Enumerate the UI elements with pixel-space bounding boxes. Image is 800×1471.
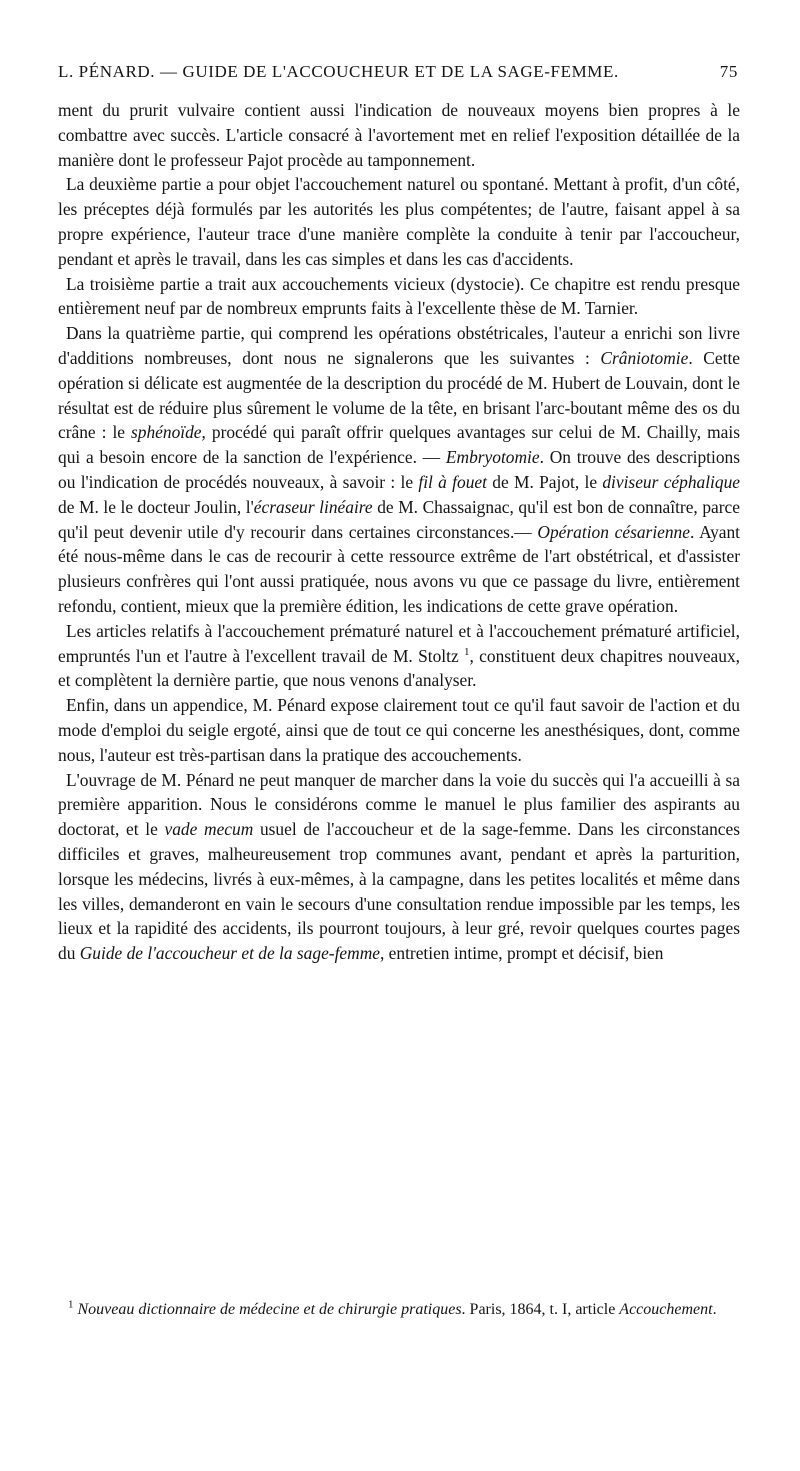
italic-term: Embryotomie: [445, 447, 540, 468]
paragraph-6: Enfin, dans un appendice, M. Pénard expose clairement tout ce qu'il faut savoir de l'action et du mode d'emploi du seigle ergoté, ainsi que de tout ce qui concerne les anesthésiques, dont, comme nous, l'auteur est très-partisan dans la pratique des accouchements.: [58, 695, 740, 765]
text-run: de M. Pajot, le: [486, 471, 603, 492]
body-text: [58, 98, 740, 966]
text-run: , entretien intime, prompt et décisif, bien: [379, 943, 664, 964]
italic-term: fil à fouet: [418, 471, 487, 492]
italic-term: Crâniotomie: [600, 347, 689, 368]
paragraph-4: [58, 321, 740, 619]
running-title: L. PÉNARD. — GUIDE DE L'ACCOUCHEUR ET DE LA SAGE-FEMME.: [58, 62, 619, 81]
text-run: de M. Chassaignac, qu'il est bon de connaître, parce qu'il peut devenir utile d'y recourir dans certaines circonstances.—: [58, 496, 740, 542]
running-header: [58, 62, 738, 92]
text-run: . On trouve des descriptions ou l'indication de procédés nouveaux, à savoir : le: [58, 447, 740, 492]
italic-term: Opération césarienne: [537, 521, 690, 542]
italic-term: écraseur linéaire: [253, 496, 373, 517]
footnote: [58, 1299, 740, 1321]
text-run: L'ouvrage de M. Pénard ne peut manquer de marcher dans la voie du succès qui l'a accueilli à sa première apparition. Nous le considérons comme le manuel le plus familier des aspirants au doctorat, et le: [58, 769, 740, 840]
italic-term: vade mecum: [164, 819, 254, 840]
footnote-ref: 1: [464, 645, 470, 658]
page-number: 75: [719, 62, 738, 81]
paragraph-2: La deuxième partie a pour objet l'accouchement naturel ou spontané. Mettant à profit, d'un côté, les préceptes déjà formulés par les autorités les plus compétentes; de l'autre, faisant appel à sa propre expérience, l'auteur trace d'une manière complète la conduite à tenir par l'accoucheur, pendant et après le travail, dans les cas simples et dans les cas d'accidents.: [58, 174, 740, 269]
footnote-title: Nouveau dictionnaire de médecine et de chirurgie pratiques: [77, 1301, 462, 1318]
italic-term: sphénoïde: [131, 422, 202, 443]
text-run: usuel de l'accoucheur et de la sage-femme. Dans les circonstances difficiles et graves, malheureusement trop communes avant, pendant et après la parturition, lorsque les médecins, livrés à eux-mêmes, à la campagne, dans les petites localités et même dans les villes, demanderont en vain le secours d'une consultation rendue impossible par les temps, les lieux et la rapidité des accidents, ils pourront toujours, à leur gré, revoir quelques courtes pages du: [58, 819, 740, 964]
italic-term: diviseur céphalique: [602, 471, 740, 492]
text-run: Dans la quatrième partie, qui comprend les opérations obstétricales, l'auteur a enrichi son livre d'additions nombreuses, dont nous ne signalerons que les suivantes :: [58, 323, 740, 368]
footnote-rest: . Paris, 1864, t. I, article: [461, 1301, 620, 1318]
footnote-article: Accouchement: [619, 1301, 713, 1318]
text-run: Les articles relatifs à l'accouchement prématuré naturel et à l'accouchement prématuré artificiel, empruntés l'un et l'autre à l'excellent travail de M. Stoltz: [58, 620, 740, 666]
text-run: , procédé qui paraît offrir quelques avantages sur celui de M. Chailly, mais qui a besoin encore de la sanction de l'expérience. —: [58, 422, 740, 468]
footnote-end: .: [712, 1301, 717, 1318]
paragraph-7: [58, 768, 740, 966]
text-run: de M. le le docteur Joulin, l': [58, 496, 254, 517]
paragraph-1: ment du prurit vulvaire contient aussi l'indication de nouveaux moyens bien propres à le combattre avec succès. L'article consacré à l'avortement met en relief l'exposition détaillée de la manière dont le professeur Pajot procède au tamponnement.: [58, 100, 740, 170]
footnote-text: [58, 1299, 740, 1321]
paragraph-3: La troisième partie a trait aux accouchements vicieux (dystocie). Ce chapitre est rendu presque entièrement neuf par de nombreux emprunts faits à l'excellente thèse de M. Tarnier.: [58, 273, 740, 319]
text-run: . Cette opération si délicate est augmentée de la description du procédé de M. Hubert de Louvain, dont le résultat est de réduire plus sûrement le volume de la tête, en brisant l'arc-boutant même des os du crâne : le: [58, 347, 740, 443]
text-run: , constituent deux chapitres nouveaux, et complètent la dernière partie, que nous venons d'analyser.: [58, 645, 740, 691]
paragraph-5: [58, 619, 740, 693]
text-run: . Ayant été nous-même dans le cas de recourir à cette ressource extrême de l'art obstétrical, et d'assister plusieurs confrères qui l'ont aussi pratiquée, nous avons vu que ce passage du livre, entièrement refondu, contient, mieux que la première édition, les indications de cette grave opération.: [58, 521, 741, 616]
footnote-marker: 1: [68, 1298, 74, 1311]
italic-term: Guide de l'accoucheur et de la sage-femme: [79, 943, 380, 964]
